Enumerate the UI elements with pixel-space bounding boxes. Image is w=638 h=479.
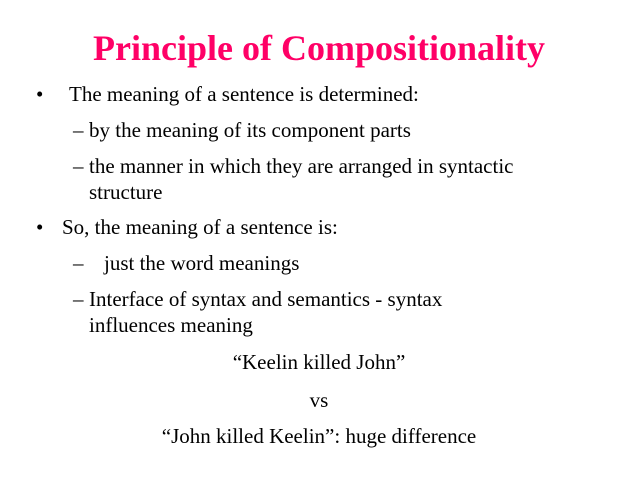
example-sentence-2: “John killed Keelin”: huge difference — [161, 424, 477, 448]
sub-bullet-text: the manner in which they are arranged in syntactic — [89, 154, 514, 178]
sub-bullet-text-continued: influences meaning — [89, 313, 253, 337]
slide-title: Principle of Compositionality — [93, 28, 545, 68]
sub-bullet-text-continued: structure — [89, 180, 163, 204]
sub-bullet-text: just the word meanings — [104, 251, 300, 275]
sub-bullet-text: Interface of syntax and semantics - syntax — [89, 287, 443, 311]
sub-bullet-text: by the meaning of its component parts — [89, 118, 411, 142]
versus-label: vs — [309, 388, 329, 412]
bullet-text: The meaning of a sentence is determined: — [69, 82, 419, 106]
bullet-marker: • — [36, 215, 44, 239]
sub-bullet-marker: – — [73, 154, 84, 178]
sub-bullet-marker: – — [73, 251, 84, 275]
bullet-marker: • — [36, 82, 44, 106]
example-sentence-1: “Keelin killed John” — [232, 350, 406, 374]
bullet-text: So, the meaning of a sentence is: — [62, 215, 338, 239]
sub-bullet-marker: – — [73, 287, 84, 311]
sub-bullet-marker: – — [73, 118, 84, 142]
